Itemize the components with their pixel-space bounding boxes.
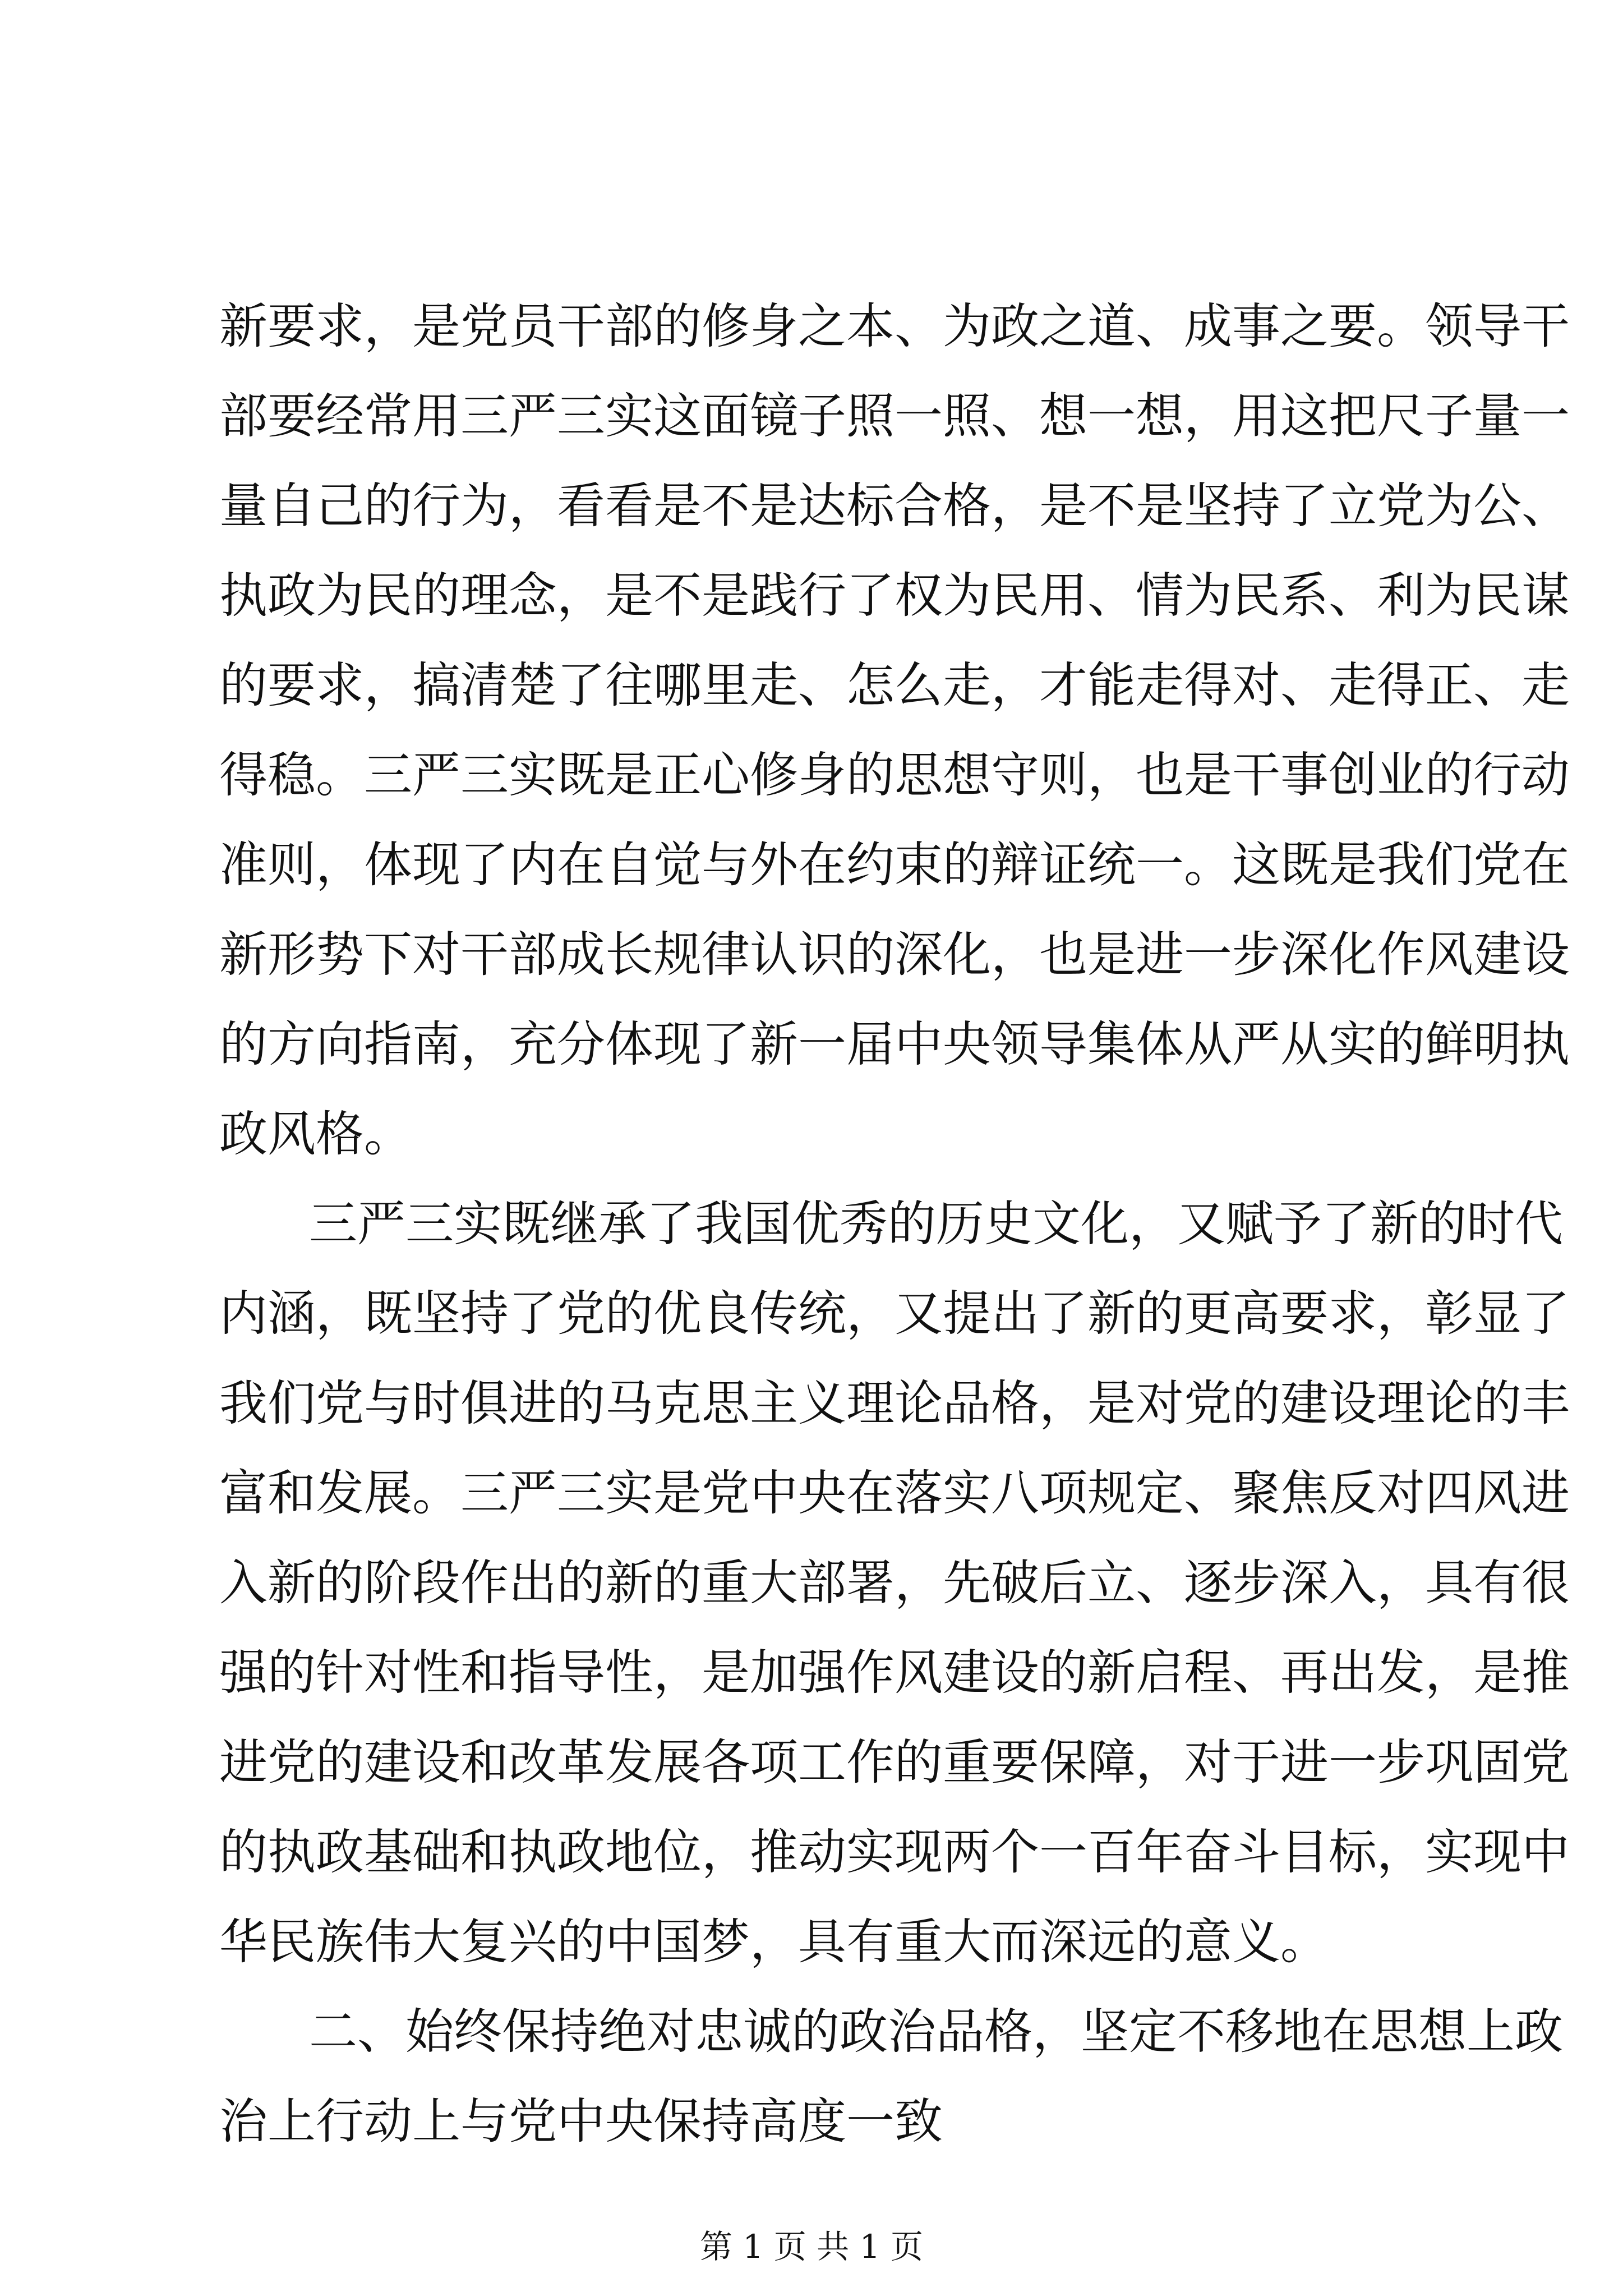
text-line: 强的针对性和指导性，是加强作风建设的新启程、再出发，是推 [219,1645,1570,1701]
page-number-footer: 第 1 页 共 1 页 [700,2228,923,2266]
text-line: 新要求，是党员干部的修身之本、为政之道、成事之要。领导干 [219,298,1570,355]
section-heading-line: 治上行动上与党中央保持高度一致 [219,2093,943,2150]
text-line: 进党的建设和改革发展各项工作的重要保障，对于进一步巩固党 [219,1734,1570,1791]
text-line: 入新的阶段作出的新的重大部署，先破后立、逐步深入，具有很 [219,1555,1570,1611]
text-line: 新形势下对干部成长规律认识的深化，也是进一步深化作风建设 [219,927,1570,983]
text-line: 的执政基础和执政地位，推动实现两个一百年奋斗目标，实现中 [219,1824,1570,1880]
text-line: 的要求，搞清楚了往哪里走、怎么走，才能走得对、走得正、走 [219,657,1570,714]
text-line: 执政为民的理念，是不是践行了权为民用、情为民系、利为民谋 [219,568,1570,624]
text-line: 我们党与时俱进的马克思主义理论品格，是对党的建设理论的丰 [219,1375,1570,1432]
text-line: 的方向指南，充分体现了新一届中央领导集体从严从实的鲜明执 [219,1016,1570,1073]
section-heading-line: 二、始终保持绝对忠诚的政治品格，坚定不移地在思想上政 [309,2004,1563,2060]
text-line: 富和发展。三严三实是党中央在落实八项规定、聚焦反对四风进 [219,1465,1570,1521]
text-line: 得稳。三严三实既是正心修身的思想守则，也是干事创业的行动 [219,747,1570,803]
text-line: 华民族伟大复兴的中国梦，具有重大而深远的意义。 [219,1914,1329,1970]
text-line: 量自己的行为，看看是不是达标合格，是不是坚持了立党为公、 [219,478,1570,534]
text-line: 政风格。 [219,1106,412,1162]
text-line: 准则，体现了内在自觉与外在约束的辩证统一。这既是我们党在 [219,837,1570,893]
text-line: 部要经常用三严三实这面镜子照一照、想一想，用这把尺子量一 [219,388,1570,444]
paragraph-first-line: 三严三实既继承了我国优秀的历史文化，又赋予了新的时代 [309,1196,1563,1252]
text-line: 内涵，既坚持了党的优良传统，又提出了新的更高要求，彰显了 [219,1286,1570,1342]
